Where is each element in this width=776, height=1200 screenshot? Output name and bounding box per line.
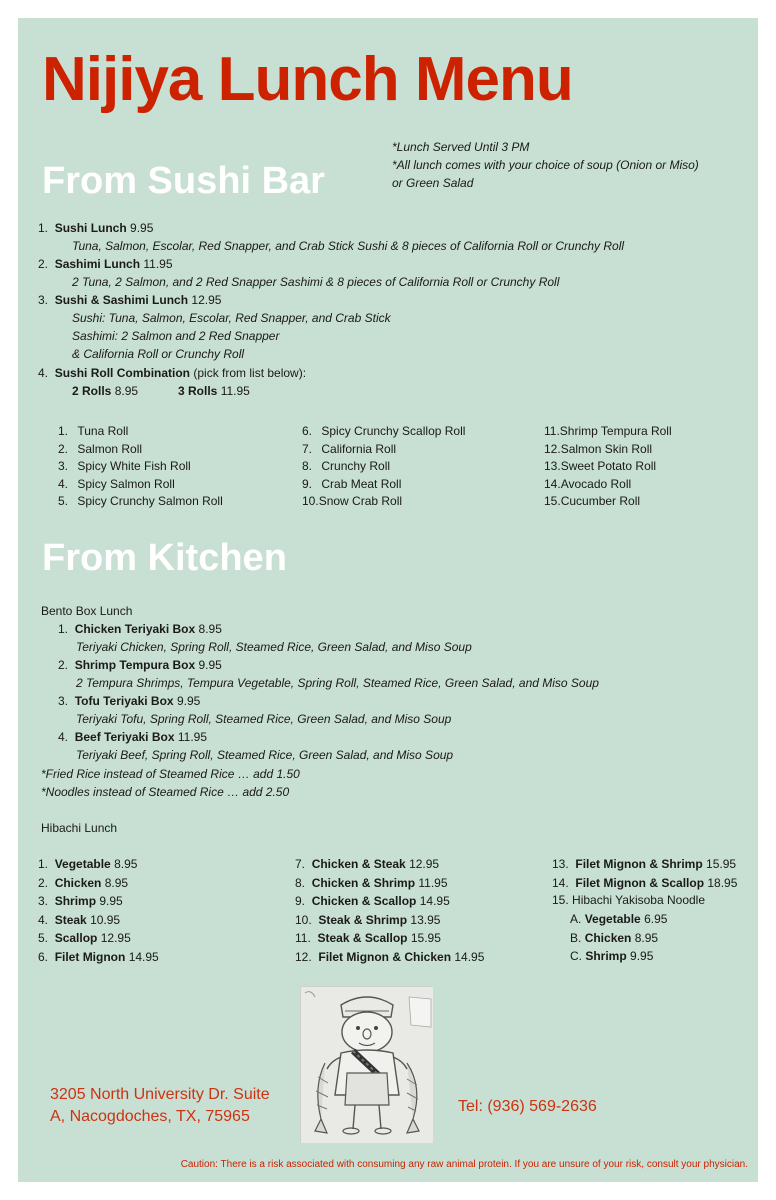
item-price: 9.95 [198,658,222,672]
item-name: Filet Mignon & Chicken [318,949,452,964]
item-note: (pick from list below): [193,366,307,380]
item-price: 12.95 [191,293,222,307]
bento-item [58,656,222,674]
roll-name: Salmon Skin Roll [560,441,653,456]
option-price: 9.95 [630,949,654,963]
hibachi-item [38,892,123,910]
item-name: Sushi Roll Combination [54,366,191,380]
roll-item [302,422,465,440]
item-number: 13. [552,857,569,871]
item-name: Sashimi Lunch [54,257,141,271]
roll-number: 7. [302,441,313,456]
roll-number: 13. [544,459,561,473]
roll-item [544,440,652,458]
item-price: 9.95 [99,894,123,908]
option-name: 2 Rolls [72,384,112,398]
item-description: Teriyaki Chicken, Spring Roll, Steamed Rice, Green Salad, and Miso Soup [76,640,472,654]
item-name: Tofu Teriyaki Box [74,694,174,708]
option-price: 11.95 [220,384,250,398]
roll-number: 10. [302,494,319,508]
item-description: Sashimi: 2 Salmon and 2 Red Snapper [72,329,280,343]
roll-name: Cucumber Roll [560,494,641,508]
roll-number: 4. [58,476,69,491]
extra-note: *Noodles instead of Steamed Rice … add 2.50 [41,785,290,799]
item-description: 2 Tuna, 2 Salmon, and 2 Red Snapper Sashimi & 8 pieces of California Roll or Crunchy Roll [72,275,560,289]
item-description: Sushi: Tuna, Salmon, Escolar, Red Snapper, and Crab Stick [72,311,391,325]
roll-number: 3. [58,459,69,473]
roll-number: 15. [544,494,561,508]
item-price: 11.95 [143,257,173,271]
item-name: Filet Mignon [54,949,126,964]
menu-title: Nijiya Lunch Menu [42,45,573,114]
item-name: Vegetable [54,857,111,871]
lunch-notes [392,138,699,192]
roll-number: 1. [58,424,69,438]
hibachi-item [295,948,484,966]
roll-name: Spicy Crunchy Scallop Roll [321,424,466,438]
item-price: 11.95 [418,875,448,890]
kitchen-heading: From Kitchen [42,537,287,579]
item-number: 1. [58,622,69,636]
item-name: Filet Mignon & Scallop [575,875,705,890]
item-price: 8.95 [104,875,129,890]
roll-name: Avocado Roll [560,476,632,491]
roll-name: Tuna Roll [77,424,129,438]
roll-number: 14. [544,476,561,491]
item-price: 15.95 [410,931,441,945]
item-name: Beef Teriyaki Box [74,730,175,744]
hibachi-item [38,948,159,966]
roll-item [544,457,656,475]
item-name: Steak [54,912,87,927]
roll-item [58,422,128,440]
roll-name: California Roll [321,441,397,456]
roll-item [544,422,672,440]
item-price: 15.95 [706,857,737,871]
item-price: 8.95 [114,857,138,871]
combo-option [178,382,250,400]
address [50,1084,270,1128]
hibachi-item [295,874,448,892]
roll-number: 2. [58,441,69,456]
sushi-item [38,219,153,237]
roll-name: Spicy Crunchy Salmon Roll [77,494,223,508]
item-price: 14.95 [128,949,159,964]
sushi-bar-heading: From Sushi Bar [42,160,325,202]
item-number: 1. [38,221,49,235]
yakisoba-option [570,910,667,928]
menu-page [18,18,758,1182]
hibachi-item [552,891,705,909]
item-number: 4. [38,912,49,927]
item-price: 18.95 [707,875,738,890]
option-name: Vegetable [584,912,641,926]
item-name: Chicken & Steak [311,857,406,871]
item-number: 14. [552,875,569,890]
item-price: 9.95 [130,221,154,235]
roll-number: 5. [58,494,69,508]
item-number: 9. [295,894,306,908]
hibachi-item [38,855,137,873]
roll-item [302,475,401,493]
note-line: *Lunch Served Until 3 PM [392,140,530,154]
hibachi-item [552,855,736,873]
telephone: Tel: (936) 569-2636 [458,1098,597,1115]
item-price: 12.95 [100,931,131,945]
item-price: 10.95 [90,912,121,927]
option-name: 3 Rolls [178,384,218,398]
item-number: 1. [38,857,49,871]
option-price: 8.95 [634,930,659,945]
hibachi-item [295,855,439,873]
roll-name: Crunchy Roll [321,459,391,473]
roll-item [302,492,402,510]
hibachi-label: Hibachi Lunch [41,821,118,835]
item-price: 13.95 [410,912,441,927]
roll-number: 9. [302,476,313,491]
chef-drawing-icon [301,987,433,1143]
item-name: Chicken & Shrimp [311,875,416,890]
hibachi-item [38,911,120,929]
item-description: & California Roll or Crunchy Roll [72,347,245,361]
hibachi-item [38,929,131,947]
bento-item [58,728,207,746]
yakisoba-option [570,929,658,947]
item-number: 7. [295,857,306,871]
yakisoba-option [570,947,653,965]
item-price: 14.95 [454,949,485,964]
roll-name: Sweet Potato Roll [560,459,657,473]
combo-option [72,382,138,400]
item-price: 12.95 [409,857,440,871]
roll-item [58,475,175,493]
roll-name: Crab Meat Roll [321,476,402,491]
extra-note: *Fried Rice instead of Steamed Rice … add 1.50 [41,767,300,781]
item-number: 4. [38,366,49,380]
caution-notice: Caution: There is a risk associated with consuming any raw animal protein. If you are unsure of your risk, consult your physician. [180,1159,748,1170]
option-letter: C. [570,949,582,963]
item-name: Chicken & Scallop [311,894,417,908]
roll-number: 6. [302,424,313,438]
bento-item [58,620,222,638]
item-number: 6. [38,949,49,964]
item-description: Tuna, Salmon, Escolar, Red Snapper, and Crab Stick Sushi & 8 pieces of California Roll or Crunchy Roll [72,239,625,253]
hibachi-item [295,929,441,947]
roll-number: 12. [544,441,561,456]
item-name: Hibachi Yakisoba Noodle [572,893,706,907]
hibachi-item [295,892,450,910]
item-number: 10. [295,912,312,927]
item-price: 8.95 [198,622,222,636]
roll-item [544,492,640,510]
item-name: Shrimp Tempura Box [74,658,196,672]
hibachi-item [38,874,128,892]
item-name: Scallop [54,931,98,945]
item-number: 2. [38,875,49,890]
item-number: 15. [552,893,569,907]
address-line: A, Nacogdoches, TX, 75965 [50,1108,250,1125]
item-number: 2. [58,658,69,672]
item-name: Sushi & Sashimi Lunch [54,293,189,307]
option-letter: A. [570,912,582,926]
item-number: 3. [38,894,49,908]
item-price: 9.95 [176,694,201,708]
option-name: Shrimp [585,949,627,963]
item-price: 11.95 [177,730,207,744]
address-line: 3205 North University Dr. Suite [50,1086,270,1103]
roll-number: 11. [544,424,560,438]
item-number: 12. [295,949,312,964]
roll-item [58,440,142,458]
item-name: Steak & Scallop [317,931,408,945]
note-line: or Green Salad [392,176,474,190]
roll-item [302,440,396,458]
item-number: 8. [295,875,306,890]
bento-label: Bento Box Lunch [41,604,133,618]
item-price: 14.95 [419,894,450,908]
roll-name: Shrimp Tempura Roll [559,424,672,438]
item-number: 2. [38,257,49,271]
option-name: Chicken [584,930,632,945]
item-name: Chicken [54,875,102,890]
option-price: 6.95 [644,912,668,926]
sushi-item [38,255,173,273]
roll-item [58,457,191,475]
item-description: 2 Tempura Shrimps, Tempura Vegetable, Spring Roll, Steamed Rice, Green Salad, and Miso Soup [76,676,599,690]
item-name: Chicken Teriyaki Box [74,622,196,636]
bento-item [58,692,200,710]
item-name: Sushi Lunch [54,221,127,235]
item-number: 11. [295,931,311,945]
chef-illustration [300,986,432,1142]
option-price: 8.95 [114,384,139,398]
roll-item [302,457,390,475]
hibachi-item [552,874,737,892]
item-number: 5. [38,931,49,945]
roll-name: Salmon Roll [77,441,143,456]
item-number: 4. [58,730,69,744]
sushi-item [38,291,221,309]
item-name: Shrimp [54,894,97,908]
note-line: *All lunch comes with your choice of soup (Onion or Miso) [392,158,699,172]
hibachi-item [295,911,440,929]
item-name: Steak & Shrimp [318,912,408,927]
option-letter: B. [570,930,582,945]
roll-item [58,492,223,510]
item-number: 3. [38,293,49,307]
sushi-item [38,364,306,382]
roll-name: Snow Crab Roll [318,494,403,508]
roll-name: Spicy Salmon Roll [77,476,175,491]
roll-item [544,475,631,493]
roll-name: Spicy White Fish Roll [77,459,191,473]
item-name: Filet Mignon & Shrimp [575,857,703,871]
item-number: 3. [58,694,69,708]
item-description: Teriyaki Tofu, Spring Roll, Steamed Rice, Green Salad, and Miso Soup [76,712,452,726]
item-description: Teriyaki Beef, Spring Roll, Steamed Rice, Green Salad, and Miso Soup [76,748,454,762]
roll-number: 8. [302,459,313,473]
